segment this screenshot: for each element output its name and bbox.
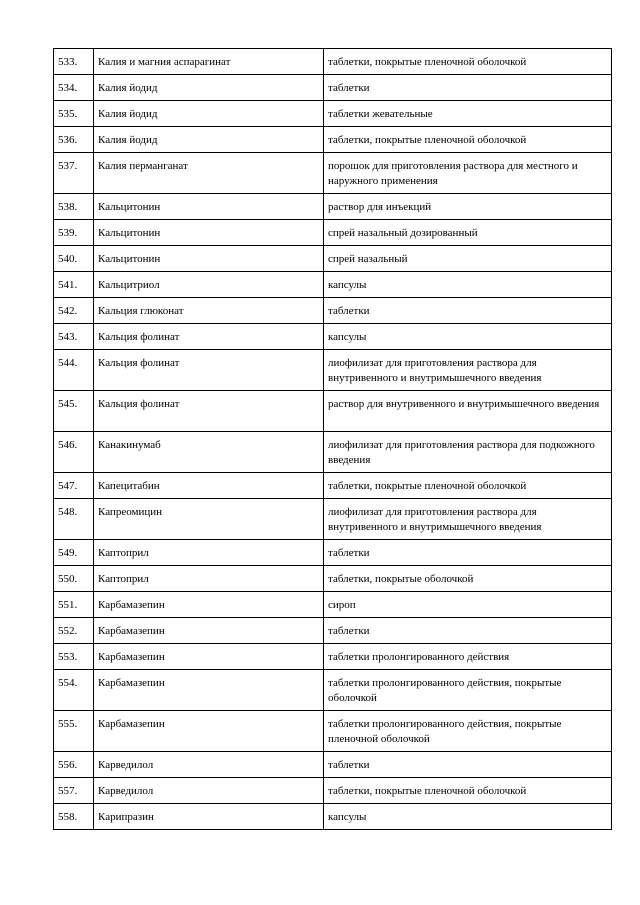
drug-name: Карбамазепин (94, 618, 324, 644)
drug-name: Каптоприл (94, 540, 324, 566)
row-number: 533. (54, 49, 94, 75)
drug-name: Кальцитонин (94, 246, 324, 272)
row-number: 537. (54, 153, 94, 194)
table-row (54, 778, 612, 804)
drug-name: Карведилол (94, 752, 324, 778)
dosage-form: таблетки (324, 752, 612, 778)
drug-name: Кальция фолинат (94, 350, 324, 391)
drug-name: Калия йодид (94, 75, 324, 101)
dosage-form: таблетки, покрытые пленочной оболочкой (324, 778, 612, 804)
medication-table (53, 48, 612, 830)
row-number: 541. (54, 272, 94, 298)
row-number: 548. (54, 499, 94, 540)
table-row (54, 499, 612, 540)
row-number: 553. (54, 644, 94, 670)
row-number: 549. (54, 540, 94, 566)
drug-name: Канакинумаб (94, 432, 324, 473)
table-row (54, 618, 612, 644)
dosage-form: таблетки, покрытые пленочной оболочкой (324, 473, 612, 499)
table-row (54, 324, 612, 350)
drug-name: Кальцитонин (94, 194, 324, 220)
table-row (54, 540, 612, 566)
row-number: 558. (54, 804, 94, 830)
dosage-form: лиофилизат для приготовления раствора для подкожного введения (324, 432, 612, 473)
dosage-form: таблетки пролонгированного действия, покрытые пленочной оболочкой (324, 711, 612, 752)
row-number: 554. (54, 670, 94, 711)
dosage-form: таблетки (324, 540, 612, 566)
drug-name: Кальция глюконат (94, 298, 324, 324)
row-number: 552. (54, 618, 94, 644)
drug-name: Калия йодид (94, 101, 324, 127)
drug-name: Кальцитриол (94, 272, 324, 298)
dosage-form: раствор для внутривенного и внутримышечного введения (324, 391, 612, 432)
row-number: 534. (54, 75, 94, 101)
drug-name: Капреомицин (94, 499, 324, 540)
dosage-form: лиофилизат для приготовления раствора для внутривенного и внутримышечного введения (324, 499, 612, 540)
table-row (54, 350, 612, 391)
table-row (54, 272, 612, 298)
dosage-form: спрей назальный дозированный (324, 220, 612, 246)
row-number: 538. (54, 194, 94, 220)
row-number: 547. (54, 473, 94, 499)
dosage-form: таблетки, покрытые пленочной оболочкой (324, 127, 612, 153)
drug-name: Каптоприл (94, 566, 324, 592)
dosage-form: капсулы (324, 272, 612, 298)
row-number: 543. (54, 324, 94, 350)
table-row (54, 473, 612, 499)
row-number: 555. (54, 711, 94, 752)
dosage-form: капсулы (324, 804, 612, 830)
row-number: 556. (54, 752, 94, 778)
table-row (54, 432, 612, 473)
dosage-form: раствор для инъекций (324, 194, 612, 220)
drug-name: Кальцитонин (94, 220, 324, 246)
table-row (54, 670, 612, 711)
dosage-form: таблетки пролонгированного действия, покрытые оболочкой (324, 670, 612, 711)
drug-name: Калия и магния аспарагинат (94, 49, 324, 75)
table-row (54, 246, 612, 272)
row-number: 535. (54, 101, 94, 127)
dosage-form: таблетки жевательные (324, 101, 612, 127)
row-number: 545. (54, 391, 94, 432)
table-row (54, 592, 612, 618)
dosage-form: таблетки, покрытые оболочкой (324, 566, 612, 592)
dosage-form: лиофилизат для приготовления раствора для внутривенного и внутримышечного введения (324, 350, 612, 391)
drug-name: Калия перманганат (94, 153, 324, 194)
drug-name: Карбамазепин (94, 670, 324, 711)
row-number: 557. (54, 778, 94, 804)
drug-name: Калия йодид (94, 127, 324, 153)
table-row (54, 804, 612, 830)
dosage-form: таблетки (324, 298, 612, 324)
row-number: 540. (54, 246, 94, 272)
row-number: 542. (54, 298, 94, 324)
dosage-form: спрей назальный (324, 246, 612, 272)
table-row (54, 220, 612, 246)
dosage-form: порошок для приготовления раствора для местного и наружного применения (324, 153, 612, 194)
dosage-form: таблетки, покрытые пленочной оболочкой (324, 49, 612, 75)
row-number: 546. (54, 432, 94, 473)
table-row (54, 566, 612, 592)
table-row (54, 298, 612, 324)
table-row (54, 49, 612, 75)
row-number: 550. (54, 566, 94, 592)
dosage-form: капсулы (324, 324, 612, 350)
table-row (54, 75, 612, 101)
row-number: 536. (54, 127, 94, 153)
drug-name: Карбамазепин (94, 592, 324, 618)
table-row (54, 391, 612, 432)
drug-name: Капецитабин (94, 473, 324, 499)
dosage-form: сироп (324, 592, 612, 618)
row-number: 544. (54, 350, 94, 391)
drug-name: Кальция фолинат (94, 324, 324, 350)
drug-name: Карведилол (94, 778, 324, 804)
table-row (54, 101, 612, 127)
dosage-form: таблетки пролонгированного действия (324, 644, 612, 670)
document-page (53, 48, 611, 830)
drug-name: Кальция фолинат (94, 391, 324, 432)
row-number: 551. (54, 592, 94, 618)
table-row (54, 153, 612, 194)
table-row (54, 194, 612, 220)
drug-name: Карипразин (94, 804, 324, 830)
dosage-form: таблетки (324, 618, 612, 644)
row-number: 539. (54, 220, 94, 246)
table-row (54, 127, 612, 153)
drug-name: Карбамазепин (94, 711, 324, 752)
dosage-form: таблетки (324, 75, 612, 101)
drug-name: Карбамазепин (94, 644, 324, 670)
table-row (54, 644, 612, 670)
table-row (54, 711, 612, 752)
table-row (54, 752, 612, 778)
